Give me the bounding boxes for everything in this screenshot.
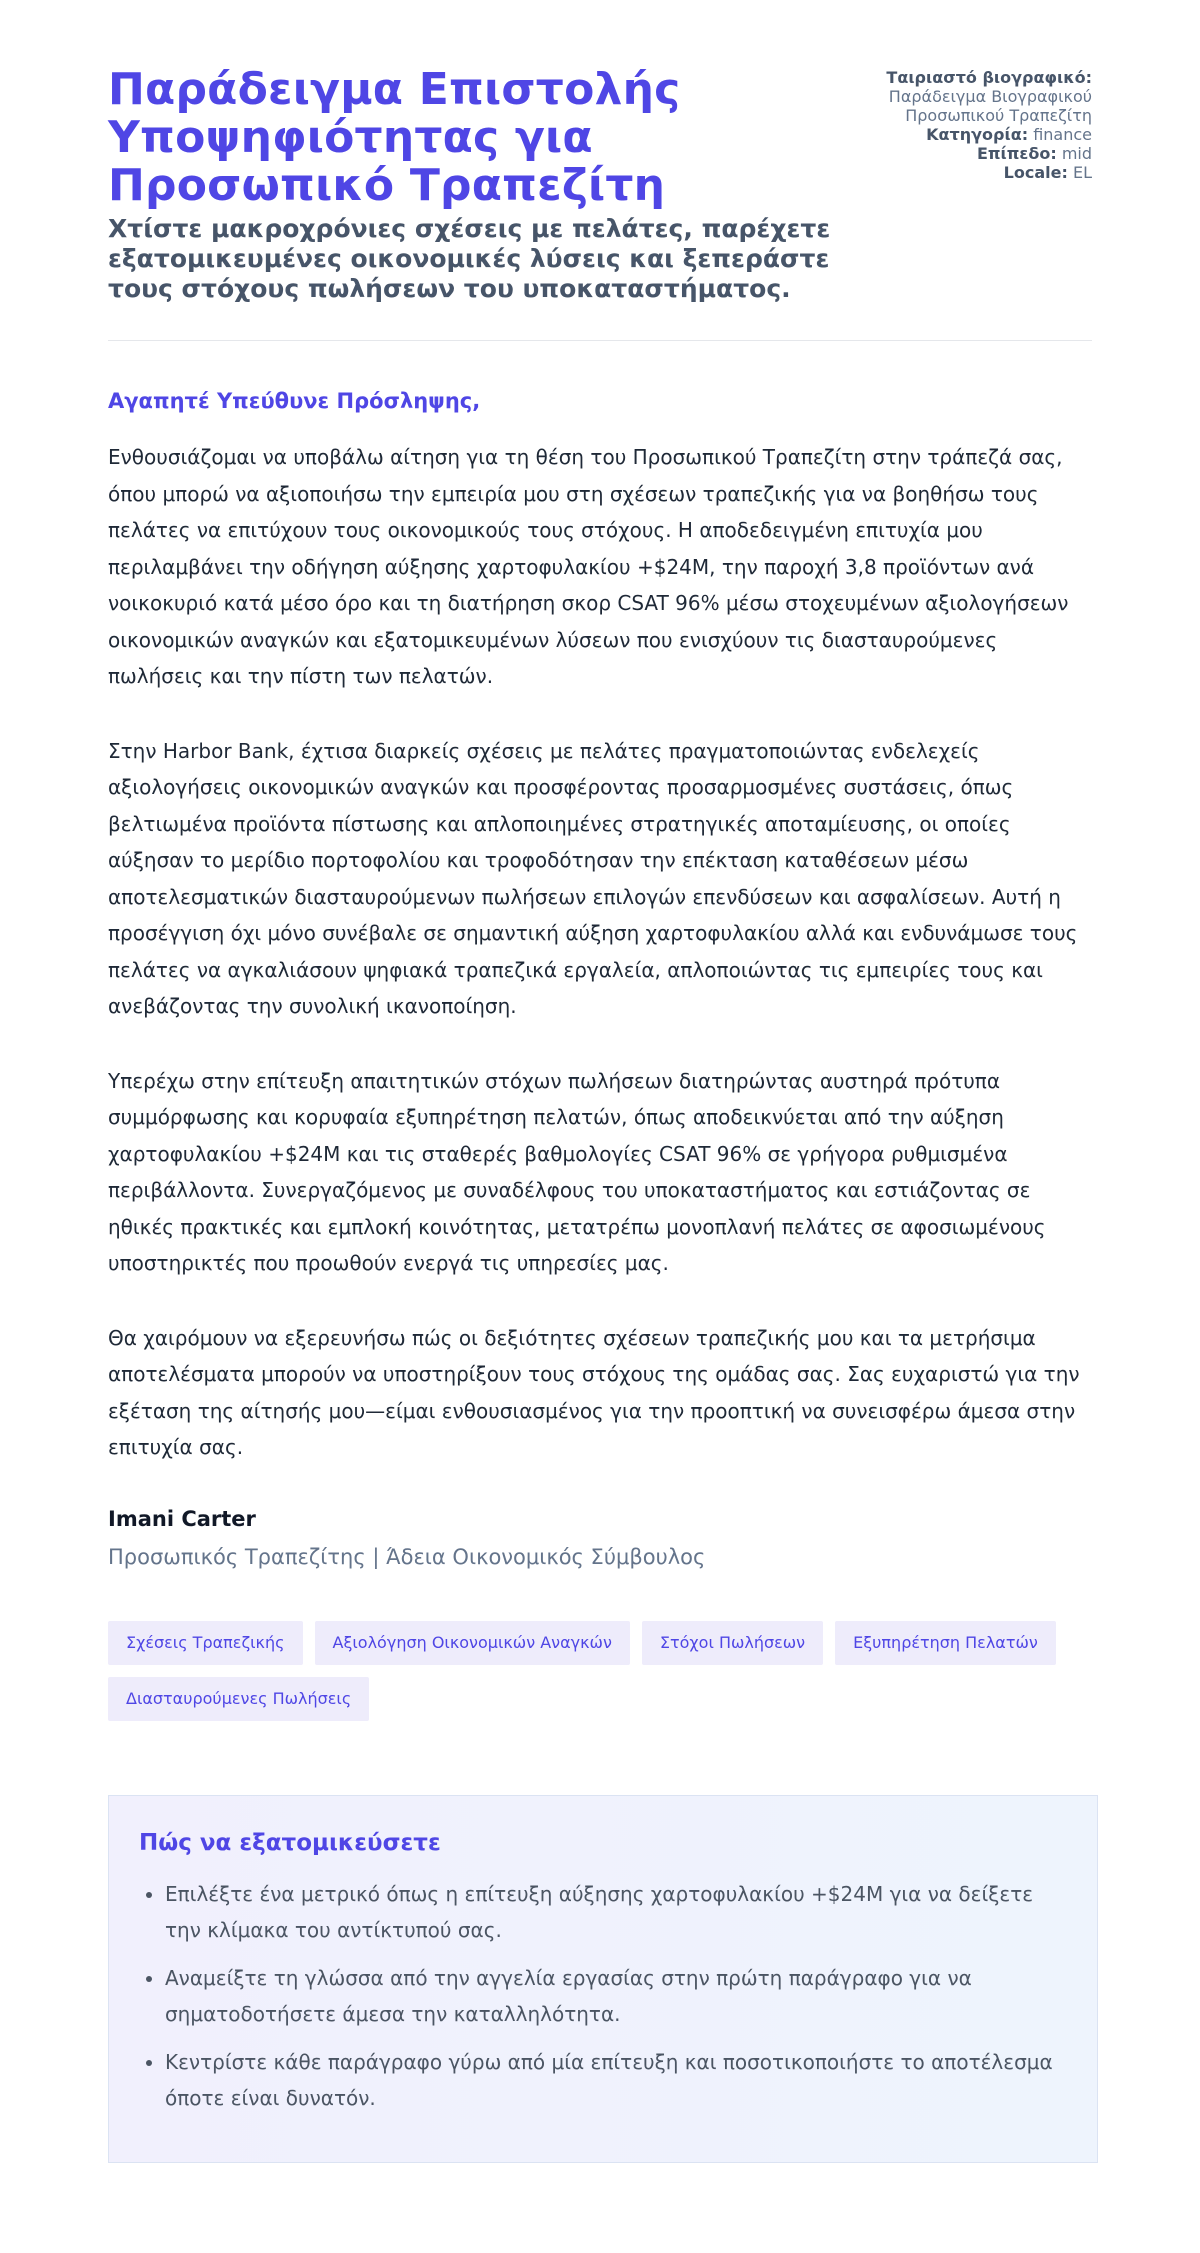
letter-body (108, 439, 1092, 1466)
meta-resume-label: Ταιριαστό βιογραφικό: (886, 68, 1092, 87)
tip-item: • Κεντρίστε κάθε παράγραφο γύρω από μία επίτευξη και ποσοτικοποιήστε το αποτέλεσμα όποτε είναι δυνατόν. (165, 2044, 1067, 2116)
tip-item: • Αναμείξτε τη γλώσσα από την αγγελία εργασίας στην πρώτη παράγραφο για να σηματοδοτήσετε άμεσα την καταλληλότητα. (165, 1960, 1067, 2032)
customize-tips-box (108, 1795, 1098, 2163)
meta-locale (868, 163, 1092, 182)
letter-paragraph: Στην Harbor Bank, έχτισα διαρκείς σχέσεις με πελάτες πραγματοποιώντας ενδελεχείς αξιολογήσεις οικονομικών αναγκών και προσφέροντας προσαρμοσμένες συστάσεις, όπως βελτιωμένα προϊόντα πίστωσης και απλοποιημένες στρατηγικές αποταμίευσης, οι οποίες αύξησαν το μερίδιο πορτοφολίου και τροφοδότησαν την επέκταση καταθέσεων μέσω αποτελεσματικών διασταυρούμενων πωλήσεων επιλογών επενδύσεων και ασφαλίσεων. Αυτή η προσέγγιση όχι μόνο συνέβαλε σε σημαντική αύξηση χαρτοφυλακίου αλλά και ενδυνάμωσε τους πελάτες να αγκαλιάσουν ψηφιακά τραπεζικά εργαλεία, απλοποιώντας τις εμπειρίες τους και ανεβάζοντας την συνολική ικανοποίηση. (108, 738, 1078, 1018)
tips-title: Πώς να εξατομικεύσετε (139, 1829, 441, 1856)
header-titles (108, 66, 868, 304)
meta-category (868, 125, 1092, 144)
skill-tags (108, 1621, 1098, 1721)
meta-resume-value[interactable]: Παράδειγμα Βιογραφικού Προσωπικού Τραπεζίτη (888, 87, 1092, 125)
meta-level (868, 144, 1092, 163)
tips-list (139, 1876, 1067, 2116)
page-subtitle: Χτίστε μακροχρόνιες σχέσεις με πελάτες, παρέχετε εξατομικευμένες οικονομικές λύσεις και ξεπεράστε τους στόχους πωλήσεων του υποκαταστήματος. (108, 214, 831, 303)
letter-header (108, 66, 1092, 341)
letter-paragraph: Θα χαιρόμουν να εξερευνήσω πώς οι δεξιότητες σχέσεων τραπεζικής μου και τα μετρήσιμα αποτελέσματα μπορούν να υποστηρίξουν τους στόχους της ομάδας σας. Σας ευχαριστώ για την εξέταση της αίτησής μου—είμαι ενθουσιασμένος για την προοπτική να συνεισφέρω άμεσα στην επιτυχία σας. (108, 1325, 1080, 1459)
letter-paragraph: Υπερέχω στην επίτευξη απαιτητικών στόχων πωλήσεων διατηρώντας αυστηρά πρότυπα συμμόρφωσης και κορυφαία εξυπηρέτηση πελατών, όπως αποδεικνύεται από την αύξηση χαρτοφυλακίου +$24M και τις σταθερές βαθμολογίες CSAT 96% σε γρήγορα ρυθμισμένα περιβάλλοντα. Συνεργαζόμενος με συναδέλφους του υποκαταστήματος και εστιάζοντας σε ηθικές πρακτικές και εμπλοκή κοινότητας, μετατρέπω μονοπλανή πελάτες σε αφοσιωμένους υποστηρικτές που προωθούν ενεργά τις υπηρεσίες μας. (108, 1068, 1046, 1275)
skill-tag[interactable]: Διασταυρούμενες Πωλήσεις (108, 1677, 369, 1721)
tip-item: • Επιλέξτε ένα μετρικό όπως η επίτευξη αύξησης χαρτοφυλακίου +$24M για να δείξετε την κλίμακα του αντίκτυπού σας. (165, 1876, 1067, 1948)
page-title: Παράδειγμα Επιστολής Υποψηφιότητας για Προσωπικό Τραπεζίτη (108, 64, 681, 211)
meta-level-label: Επίπεδο: (976, 144, 1057, 163)
letter-greeting: Αγαπητέ Υπεύθυνε Πρόσληψης, (108, 389, 481, 413)
skill-tag[interactable]: Εξυπηρέτηση Πελατών (835, 1621, 1056, 1665)
letter-paragraph: Ενθουσιάζομαι να υποβάλω αίτηση για τη θέση του Προσωπικού Τραπεζίτη στην τράπεζά σας, όπου μπορώ να αξιοποιήσω την εμπειρία μου στη σχέσεων τραπεζικής για να βοηθήσω τους πελάτες να επιτύχουν τους οικονομικούς τους στόχους. Η αποδεδειγμένη επιτυχία μου περιλαμβάνει την οδήγηση αύξησης χαρτοφυλακίου +$24M, την παροχή 3,8 προϊόντων ανά νοικοκυριό κατά μέσο όρο και τη διατήρηση σκορ CSAT 96% μέσω στοχευμένων αξιολογήσεων οικονομικών αναγκών και εξατομικευμένων λύσεων που ενισχύουν τις διασταυρούμενες πωλήσεις και την πίστη των πελατών. (108, 445, 1069, 688)
meta-level-value: mid (1061, 144, 1092, 163)
meta-locale-value: EL (1072, 163, 1092, 182)
signature-role: Προσωπικός Τραπεζίτης | Άδεια Οικονομικός Σύμβουλος (108, 1544, 706, 1569)
skill-tag[interactable]: Σχέσεις Τραπεζικής (108, 1621, 303, 1665)
signature-name: Imani Carter (108, 1506, 256, 1531)
skill-tag[interactable]: Στόχοι Πωλήσεων (642, 1621, 823, 1665)
meta-category-label: Κατηγορία: (926, 125, 1029, 144)
meta-category-value: finance (1033, 125, 1092, 144)
meta-locale-label: Locale: (1003, 163, 1068, 182)
meta-resume (868, 68, 1092, 125)
skill-tag[interactable]: Αξιολόγηση Οικονομικών Αναγκών (315, 1621, 630, 1665)
meta-panel (868, 66, 1092, 182)
